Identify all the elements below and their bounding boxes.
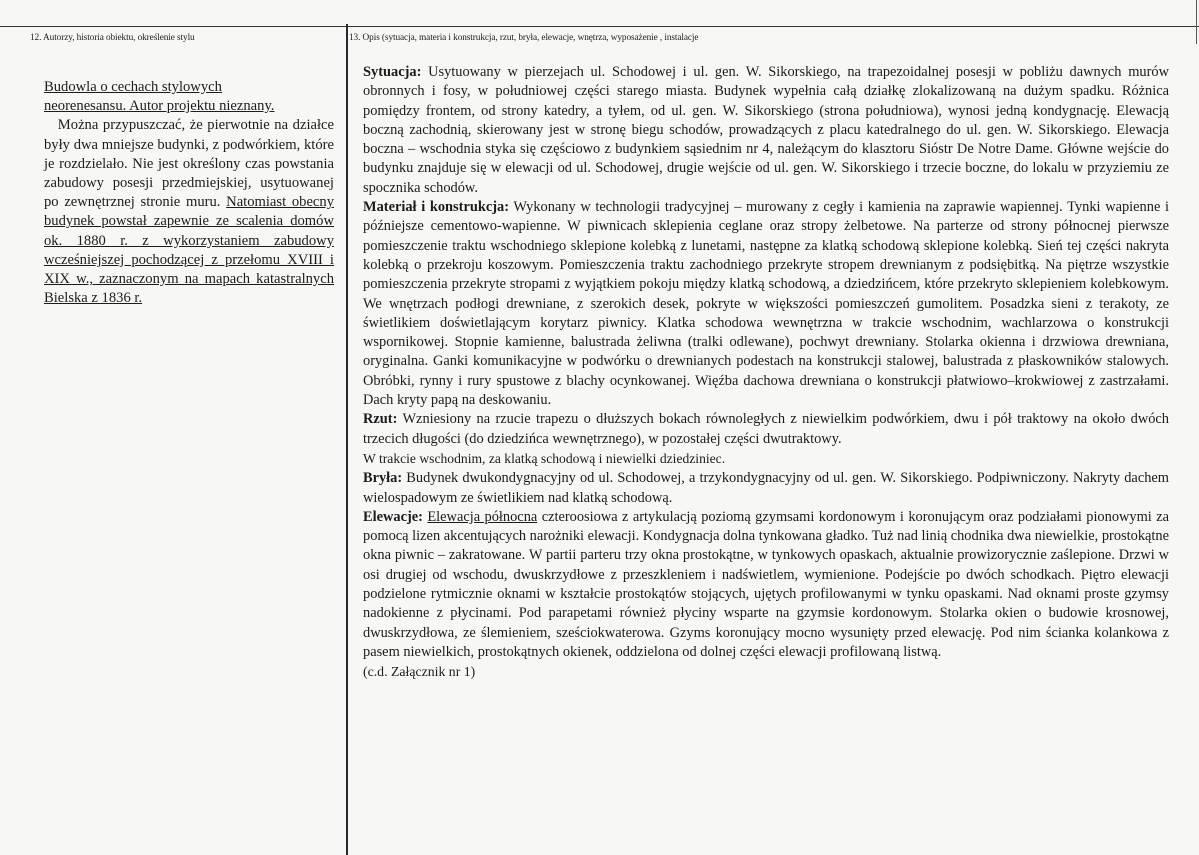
- column-divider: [346, 24, 348, 855]
- history-plain: Można przypuszczać, że pierwotnie na działce były dwa mniejsze budynki, z podwórkiem, które je rozdzielało. Nie jest określony czas powstania zabudowy posesji przedmiejskiej, usytuowanej po zewnętrznej stronie muru.: [44, 117, 334, 211]
- bryla-label: Bryła:: [363, 470, 403, 487]
- left-column-header: 12. Autorzy, historia obiektu, określenie stylu: [30, 33, 195, 43]
- history-column: [44, 78, 334, 308]
- style-line-2: neorenesansu. Autor projektu nieznany.: [44, 98, 275, 115]
- rzut-tail: W trakcie wschodnim, za klatką schodową i niewielki dziedziniec.: [363, 450, 726, 466]
- rzut-text: Wzniesiony na rzucie trapezu o dłuższych bokach równoległych z niewielkim podwórkiem, dwu i pół traktowy na około dwóch trzecich długości (do dziedzińca wewnętrznego), w pozostałej części dwutraktowy.: [363, 411, 1169, 447]
- style-line-1: Budowla o cechach stylowych: [44, 79, 222, 95]
- scan-ghost-text: [40, 565, 330, 581]
- material-label: Materiał i konstrukcja:: [363, 199, 510, 216]
- sytuacja-label: Sytuacja:: [363, 64, 422, 80]
- bryla-text: Budynek dwukondygnacyjny od ul. Schodowej, a trzykondygnacyjny od ul. gen. W. Sikorskiego. Podpiwniczony. Nakryty dachem wielospadowym ze świetlikiem nad klatką schodową.: [363, 470, 1169, 506]
- header-rule: [0, 26, 1199, 27]
- elewacje-text: czteroosiowa z artykulacją poziomą gzymsami kordonowym i koronującym oraz podziałami pionowymi za pomocą lizen akcentujących narożniki elewacji. Kondygnacja dolna tynkowana gładko. Tuż nad linią chodnika dwa niewielkie, prostokątne okna piwnic – zakratowane. W partii parteru trzy okna prostokątne, w tynkowych opaskach, aktualnie prowizorycznie zaślepione. Drzwi w osi drugiej od wschodu, dwuskrzydłowe z przeszkleniem i nadświetlem, wymienione. Podejście po dwóch schodkach. Piętro elewacji podzielone rytmicznie oknami w kształcie prostokątów stojących, ujętych profilowanymi w tynku opaskami. Nad oknami proste gzymsy nadokienne z płycinami. Pod parapetami również płyciny wsparte na gzymsie kordonowym. Stolarka okien o budowie krosnowej, dwuskrzydłowa, ze ślemieniem, sześciokwaterowa. Gzyms koronujący mocno wysunięty przed elewację. Pod nim ścianka kolankowa z pasem niewielkich, prostokątnych okienek, oddzielona od dolnej części elewacji profilowaną listwą.: [363, 508, 1169, 660]
- description-column: [363, 63, 1169, 682]
- scan-edge-mark: [1196, 0, 1197, 44]
- elewacja-polnocna-label: Elewacja północna: [427, 508, 538, 525]
- sytuacja-text: Usytuowany w pierzejach ul. Schodowej i ul. gen. W. Sikorskiego, na trapezoidalnej posesji w pobliżu dawnych murów obronnych i fosy, w południowej części starego miasta. Budynek wypełnia całą działkę zlokalizowaną na dużym spadku. Różnica pomiędzy frontem, od strony katedry, a tyłem, od ul. gen. W. Sikorskiego (strona południowa), wynosi jedną kondygnację. Elewacją boczną zachodnią, skierowany jest w stronę biegu schodów, prowadzących z placu katedralnego do ul. gen. W. Sikorskiego. Elewacja boczna – wschodnia styka się częściowo z budynkiem sąsiednim nr 4, należącym do klasztoru Sióstr De Notre Dame. Główne wejście do budynku znajduje się w elewacji od ul. Schodowej, drugie wejście od ul. gen. W. Sikorskiego i trzecie boczne, do lokalu w przyziemiu ze spocznika schodów.: [363, 64, 1169, 196]
- section-bryla: [363, 469, 1169, 508]
- rzut-label: Rzut:: [363, 411, 398, 428]
- elewacje-label: Elewacje: [363, 508, 419, 525]
- right-column-header: 13. Opis (sytuacja, materia i konstrukcja, rzut, bryła, elewacje, wnętrza, wyposażenie , instalacje: [349, 33, 699, 43]
- elewacje-colon: :: [418, 508, 423, 525]
- history-paragraph: [44, 116, 334, 308]
- section-sytuacja: [363, 63, 1169, 198]
- continuation-note: (c.d. Załącznik nr 1): [363, 664, 476, 680]
- material-text: Wykonany w technologii tradycyjnej – murowany z cegły i kamienia na zaprawie wapiennej. Tynki wapienne i późniejsze cementowo-wapienne. W piwnicach sklepienia ceglane oraz stropy żelbetowe. Na parterze od strony północnej pierwsze pomieszczenie traktu wschodniego sklepione kolebką z lunetami, następne za klatką schodową sklepione kolebką. Sień tej części nakryta kolebką o przekroju koszowym. Pomieszczenia traktu zachodniego przekryte stropem drewnianym z podsiębitką. Na piętrze wszystkie pomieszczenia przekryte stropami z wyjątkiem pokoju między klatką schodową, a dziedzińcem, które przekryto sklepieniem kolebkowym. We wnętrzach podłogi drewniane, z szerokich desek, pokryte w większości pomieszczeń gumolitem. Posadzka sieni z terakoty, ze świetlikiem doświetlającym korytarz piwnicy. Klatka schodowa wewnętrzna w trakcie wschodnim, wachlarzowa o konstrukcji wspornikowej. Stopnie kamienne, balustrada żeliwna (tralki odlewane), pochwyt drewniany. Stolarka okienna i drzwiowa drewniana, oryginalna. Ganki komunikacyjne w podwórku o drewnianych podestach na konstrukcji stalowej, balustrada z płaskowników stalowych. Obróbki, rynny i rury spustowe z blachy ocynkowanej. Więźba dachowa drewniana o konstrukcji płatwiowo–krokwiowej z zastrzałami. Dach kryty papą na deskowaniu.: [363, 199, 1169, 409]
- section-material: [363, 198, 1169, 410]
- section-rzut: [363, 410, 1169, 469]
- section-elewacje: [363, 508, 1169, 662]
- history-underlined: Natomiast obecny budynek powstał zapewnie ze scalenia domów ok. 1880 r. z wykorzystaniem zabudowy wcześniejszej pochodzącej z przełomu XVIII i XIX w., zaznaczonym na mapach katastralnych Bielska z 1836 r.: [44, 194, 335, 307]
